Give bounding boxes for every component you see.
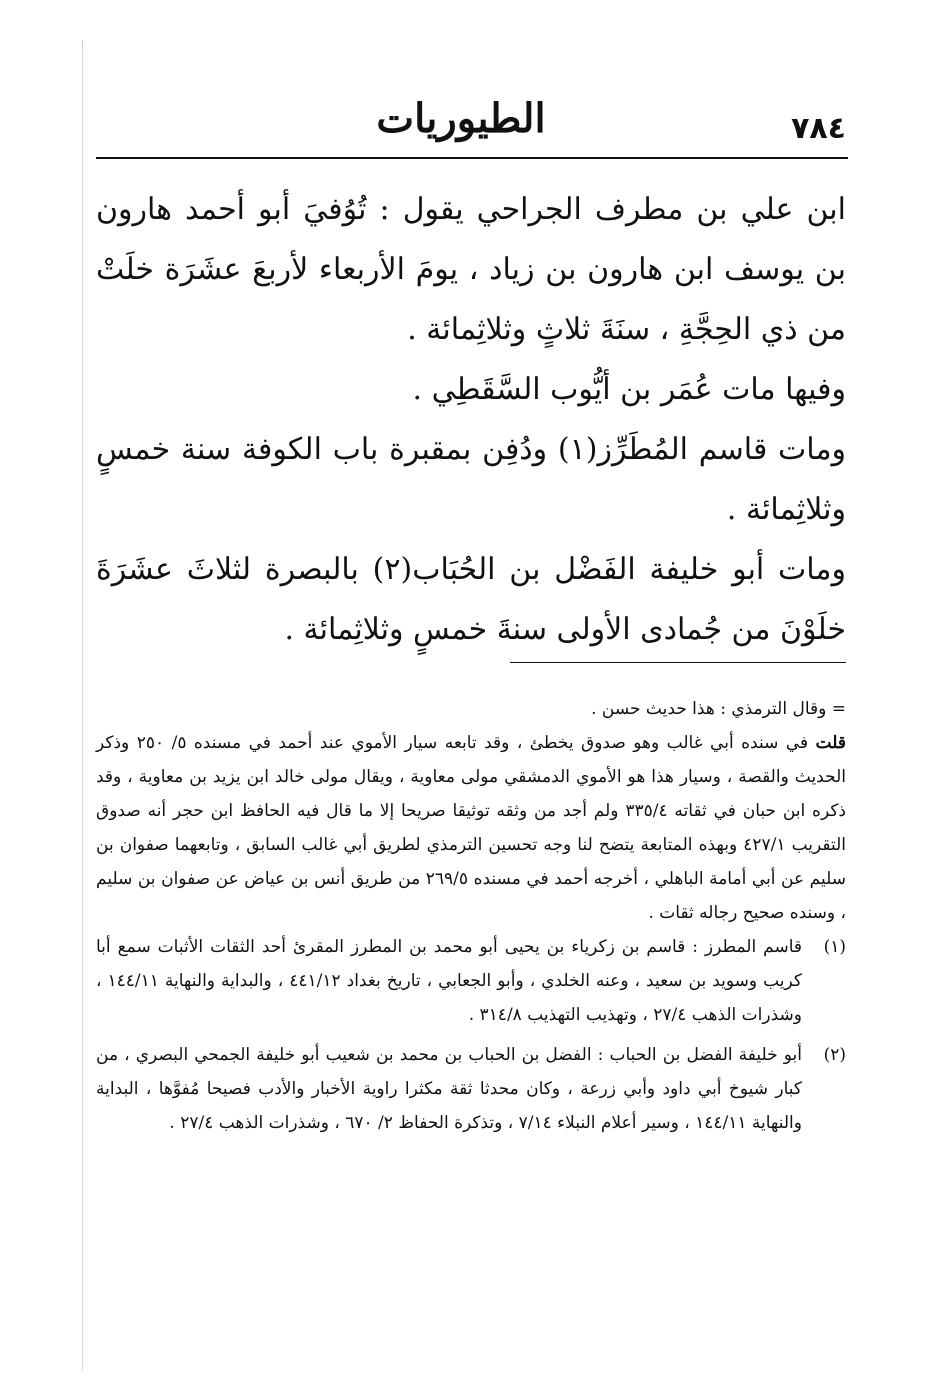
qult-label: قلت <box>815 733 846 753</box>
book-title: الطيوريات <box>376 95 546 142</box>
footnote-item <box>96 930 846 1032</box>
main-paragraph: ومات أبو خليفة الفَضْل بن الحُبَاب(٢) بالبصرة لثلاثَ عشَرَةَ خلَوْنَ من جُمادى الأولى سنةَ خمسٍ وثلاثِمائة . <box>96 552 846 647</box>
header-rule <box>96 157 848 159</box>
footnotes <box>96 692 846 1140</box>
page-number: ٧٨٤ <box>791 111 846 146</box>
footnote-continuation: = وقال الترمذي : هذا حديث حسن . <box>591 699 846 719</box>
footnote-text: أبو خليفة الفضل بن الحباب : الفضل بن الحباب بن محمد بن شعيب أبو خليفة الجمحي البصري ، من كبار شيوخ أبي داود وأبي زرعة ، وكان محدثا ثقة مكثرا راوية الأخبار والأدب فصيحا مُفوَّها ، البداية والنهاية ١٤٤/١١ ، وسير أعلام النبلاء ٧/١٤ ، وتذكرة الحفاظ ٢/ ٦٧٠ ، وشذرات الذهب ٢٧/٤ . <box>96 1045 802 1133</box>
scan-margin-dots <box>82 40 83 1370</box>
footnote-number: (٢) <box>823 1045 846 1065</box>
footnote-qult <box>96 726 846 930</box>
main-paragraph: وفيها مات عُمَر بن أيُّوب السَّقَطِي . <box>412 372 846 407</box>
page-header <box>96 95 846 157</box>
qult-text: في سنده أبي غالب وهو صدوق يخطئ ، وقد تابعه سيار الأموي عند أحمد في مسنده ٥/ ٢٥٠ وذكر الحديث والقصة ، وسيار هذا هو الأموي الدمشقي مولى معاوية ، ويقال مولى خالد ابن يزيد بن معاوية ، وقد ذكره ابن حبان في ثقاته ٣٣٥/٤ ولم أجد من وثقه توثيقا صريحا إلا ما قال فيه الحافظ ابن حجر أنه صدوق التقريب ٤٢٧/١ وبهذه المتابعة يتضح لنا وجه تحسين الترمذي لطريق أبي غالب السابق ، وتابعهما صفوان بن سليم عن أبي أمامة الباهلي ، أخرجه أحمد في مسنده ٢٦٩/٥ من طريق أنس بن عياض عن صفوان بن سليم ، وسنده صحيح رجاله ثقات . <box>96 733 847 923</box>
main-text <box>96 180 846 660</box>
main-paragraph: ومات قاسم المُطَرِّز(١) ودُفِن بمقبرة باب الكوفة سنة خمسٍ وثلاثِمائة . <box>96 432 846 527</box>
main-paragraph: ابن علي بن مطرف الجراحي يقول : تُوُفيَ أبو أحمد هارون بن يوسف ابن هارون بن زياد ، يومَ الأربعاء لأربعَ عشَرَة خلَتْ من ذي الحِجَّةِ ، سنَةَ ثلاثٍ وثلاثِمائة . <box>96 192 846 347</box>
footnote-text: قاسم المطرز : قاسم بن زكرياء بن يحيى أبو محمد بن المطرز المقرئ أحد الثقات الأثبات سمع أبا كريب وسويد بن سعيد ، وعنه الخلدي ، وأبو الجعابي ، تاريخ بغداد ٤٤١/١٢ ، والبداية والنهاية ١٤٤/١١ ، وشذرات الذهب ٢٧/٤ ، وتهذيب التهذيب ٣١٤/٨ . <box>96 937 803 1025</box>
footnote-separator <box>510 662 846 663</box>
footnote-item <box>96 1038 846 1140</box>
footnote-number: (١) <box>823 937 846 957</box>
